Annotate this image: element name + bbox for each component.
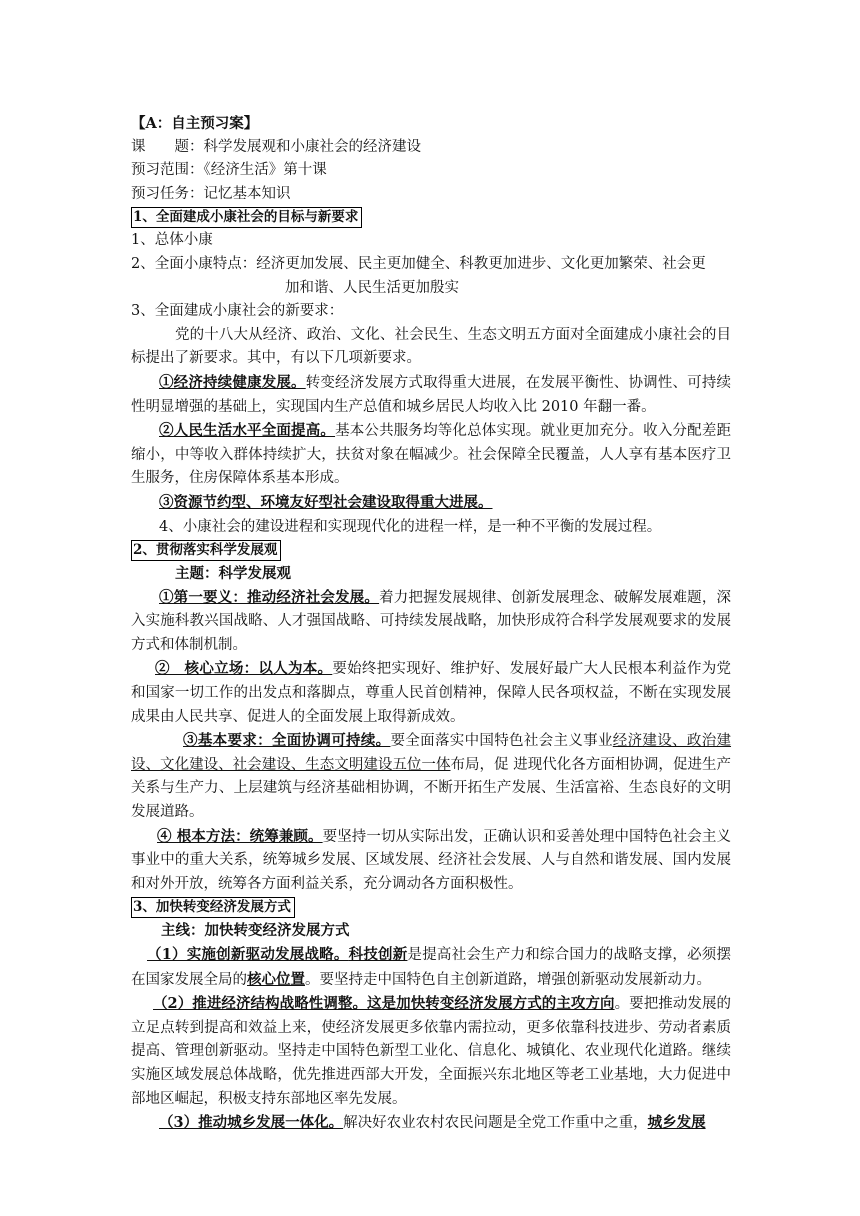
s3-item-3-title: （3）推动城乡发展一体化。 [159, 1114, 344, 1132]
point-2-title: ② 核心立场：以人为本。 [155, 660, 333, 678]
point-4-text: 要坚持一切从实际出发，正确认识和妥善处理中国特色社会主义事业中的重大关系，统筹城乡发展、区域发展、经济社会发展、人与自然和谐发展、国内发展和对外开放，统筹各方面利益关系，充分调动各方面积极性。 [131, 828, 731, 892]
s2-point-1 [131, 586, 731, 658]
s3-item-2-keyword: 这是加快转变经济发展方式的主攻方向 [367, 995, 615, 1013]
s3-item-3-keyword: 城乡发展 [647, 1114, 706, 1132]
req-2-title: ②人民生活水平全面提高。 [159, 422, 336, 440]
s3-item-1-keyword: 科技创新 [348, 946, 408, 963]
scope-value: 《经济生活》第十课 [203, 162, 327, 179]
s3-item-3-text: 解决好农业农村农民问题是全党工作重中之重， [343, 1115, 648, 1132]
section-label: 【A：自主预习案】 [131, 115, 259, 132]
task-value: 记忆基本知识 [203, 185, 291, 202]
section-3-heading-row [131, 896, 731, 919]
s3-item-3 [131, 1111, 731, 1136]
s2-point-3 [131, 729, 731, 824]
s2-theme: 主题：科学发展观 [175, 565, 291, 583]
s3-item-1-title: （1）实施创新驱动发展战略。 [147, 946, 349, 963]
section-1-heading-row [131, 206, 731, 229]
req-3-title: ③资源节约型、环境友好型社会建设取得重大进展。 [159, 493, 493, 511]
point-3-title: ③基本要求：全面协调可持续。 [183, 732, 391, 750]
task-label: 预习任务： [131, 185, 204, 202]
s3-main-line: 主线：加快转变经济发展方式 [161, 922, 350, 940]
point-3-text-underlined: 经济建设、政治建设、文化建设、社会建设、生态文明建设五位一体 [131, 733, 732, 773]
s2-point-4 [131, 825, 731, 897]
topic-value: 科学发展观和小康社会的经济建设 [203, 138, 421, 155]
scope-label: 预习范围： [131, 162, 204, 179]
s1-requirement-1 [131, 371, 731, 419]
s3-item-1 [131, 943, 731, 992]
scope-row [131, 159, 731, 183]
s3-item-1-text-a: 是提高社会生产力和综合国力的战略支撑，必须摆在国家发展全局的 [131, 947, 732, 988]
s1-item-3: 3、全面建成小康社会的新要求： [131, 303, 344, 320]
s3-item-1-keyword-2: 核心位置 [247, 970, 305, 988]
section-2-heading-row [131, 539, 731, 562]
point-4-title: ④ 根本方法：统筹兼顾。 [157, 827, 323, 845]
s1-item-3-text: 党的十八大从经济、政治、文化、社会民生、生态文明五方面对全面建成小康社会的目标提出了新要求。其中，有以下几项新要求。 [131, 326, 731, 367]
s3-item-2-text: 。要把推动发展的立足点转到提高和效益上来，使经济发展更多依靠内需拉动，更多依靠科技进步、劳动者素质提高、管理创新驱动。坚持走中国特色新型工业化、信息化、城镇化、农业现代化道路。继续实施区域发展总体战略，优先推进西部大开发，全面振兴东北地区等老工业基地，大力促进中部地区崛起，积极支持东部地区率先发展。 [131, 996, 732, 1107]
section-2-heading: 2、贯彻落实科学发展观 [131, 540, 281, 561]
req-2-text: 基本公共服务均等化总体实现。就业更加充分。收入分配差距缩小，中等收入群体持续扩大，扶贫对象在幅减少。社会保障全民覆盖，人人享有基本医疗卫生服务，住房保障体系基本形成。 [131, 423, 732, 487]
s3-item-2 [131, 992, 731, 1111]
req-1-title: ①经济持续健康发展。 [159, 373, 306, 391]
point-3-text-a: 要全面落实中国特色社会主义事业 [390, 733, 613, 750]
point-1-title: ①第一要义：推动经济社会发展。 [159, 588, 380, 606]
s1-item-2a: 2、全面小康特点：经济更加发展、民主更加健全、科教更加进步、文化更加繁荣、社会更 [131, 255, 706, 272]
s1-item-4: 4、小康社会的建设进程和实现现代化的进程一样，是一种不平衡的发展过程。 [159, 518, 662, 535]
s1-requirement-3 [131, 491, 731, 516]
section-1-heading: 1、全面建成小康社会的目标与新要求 [131, 207, 362, 228]
s1-requirement-2 [131, 419, 731, 491]
req-1-text: 转变经济发展方式取得重大进展，在发展平衡性、协调性、可持续性明显增强的基础上，实现国内生产总值和城乡居民人均收入比 2010 年翻一番。 [131, 374, 732, 415]
topic-row [131, 136, 731, 160]
s2-point-2 [131, 657, 731, 729]
document-page [131, 112, 731, 1136]
task-row [131, 183, 731, 207]
s3-item-1-text-b: 。要坚持走中国特色自主创新道路，增强创新驱动发展新动力。 [305, 971, 711, 988]
point-2-text: 要始终把实现好、维护好、发展好最广大人民根本利益作为党和国家一切工作的出发点和落脚点，尊重人民首创精神，保障人民各项权益，不断在实现发展成果由人民共享、促进人的全面发展上取得新成效。 [131, 661, 732, 725]
s3-item-2-title: （2）推进经济结构战略性调整。 [153, 995, 368, 1013]
section-3-heading: 3、加快转变经济发展方式 [131, 897, 295, 918]
point-1-text: 着力把握发展规律、创新发展理念、破解发展难题，深入实施科教兴国战略、人才强国战略、可持续发展战略，加快形成符合科学发展观要求的发展方式和体制机制。 [131, 589, 732, 653]
point-3-text-b: 布局，促 进现代化各方面相协调，促进生产关系与生产力、上层建筑与经济基础相协调，不断开拓生产发展、生活富裕、生态良好的文明发展道路。 [131, 756, 732, 821]
s1-item-2b: 加和谐、人民生活更加殷实 [285, 279, 459, 296]
topic-label: 课 题： [131, 138, 204, 155]
s1-item-1: 1、总体小康 [131, 232, 213, 249]
